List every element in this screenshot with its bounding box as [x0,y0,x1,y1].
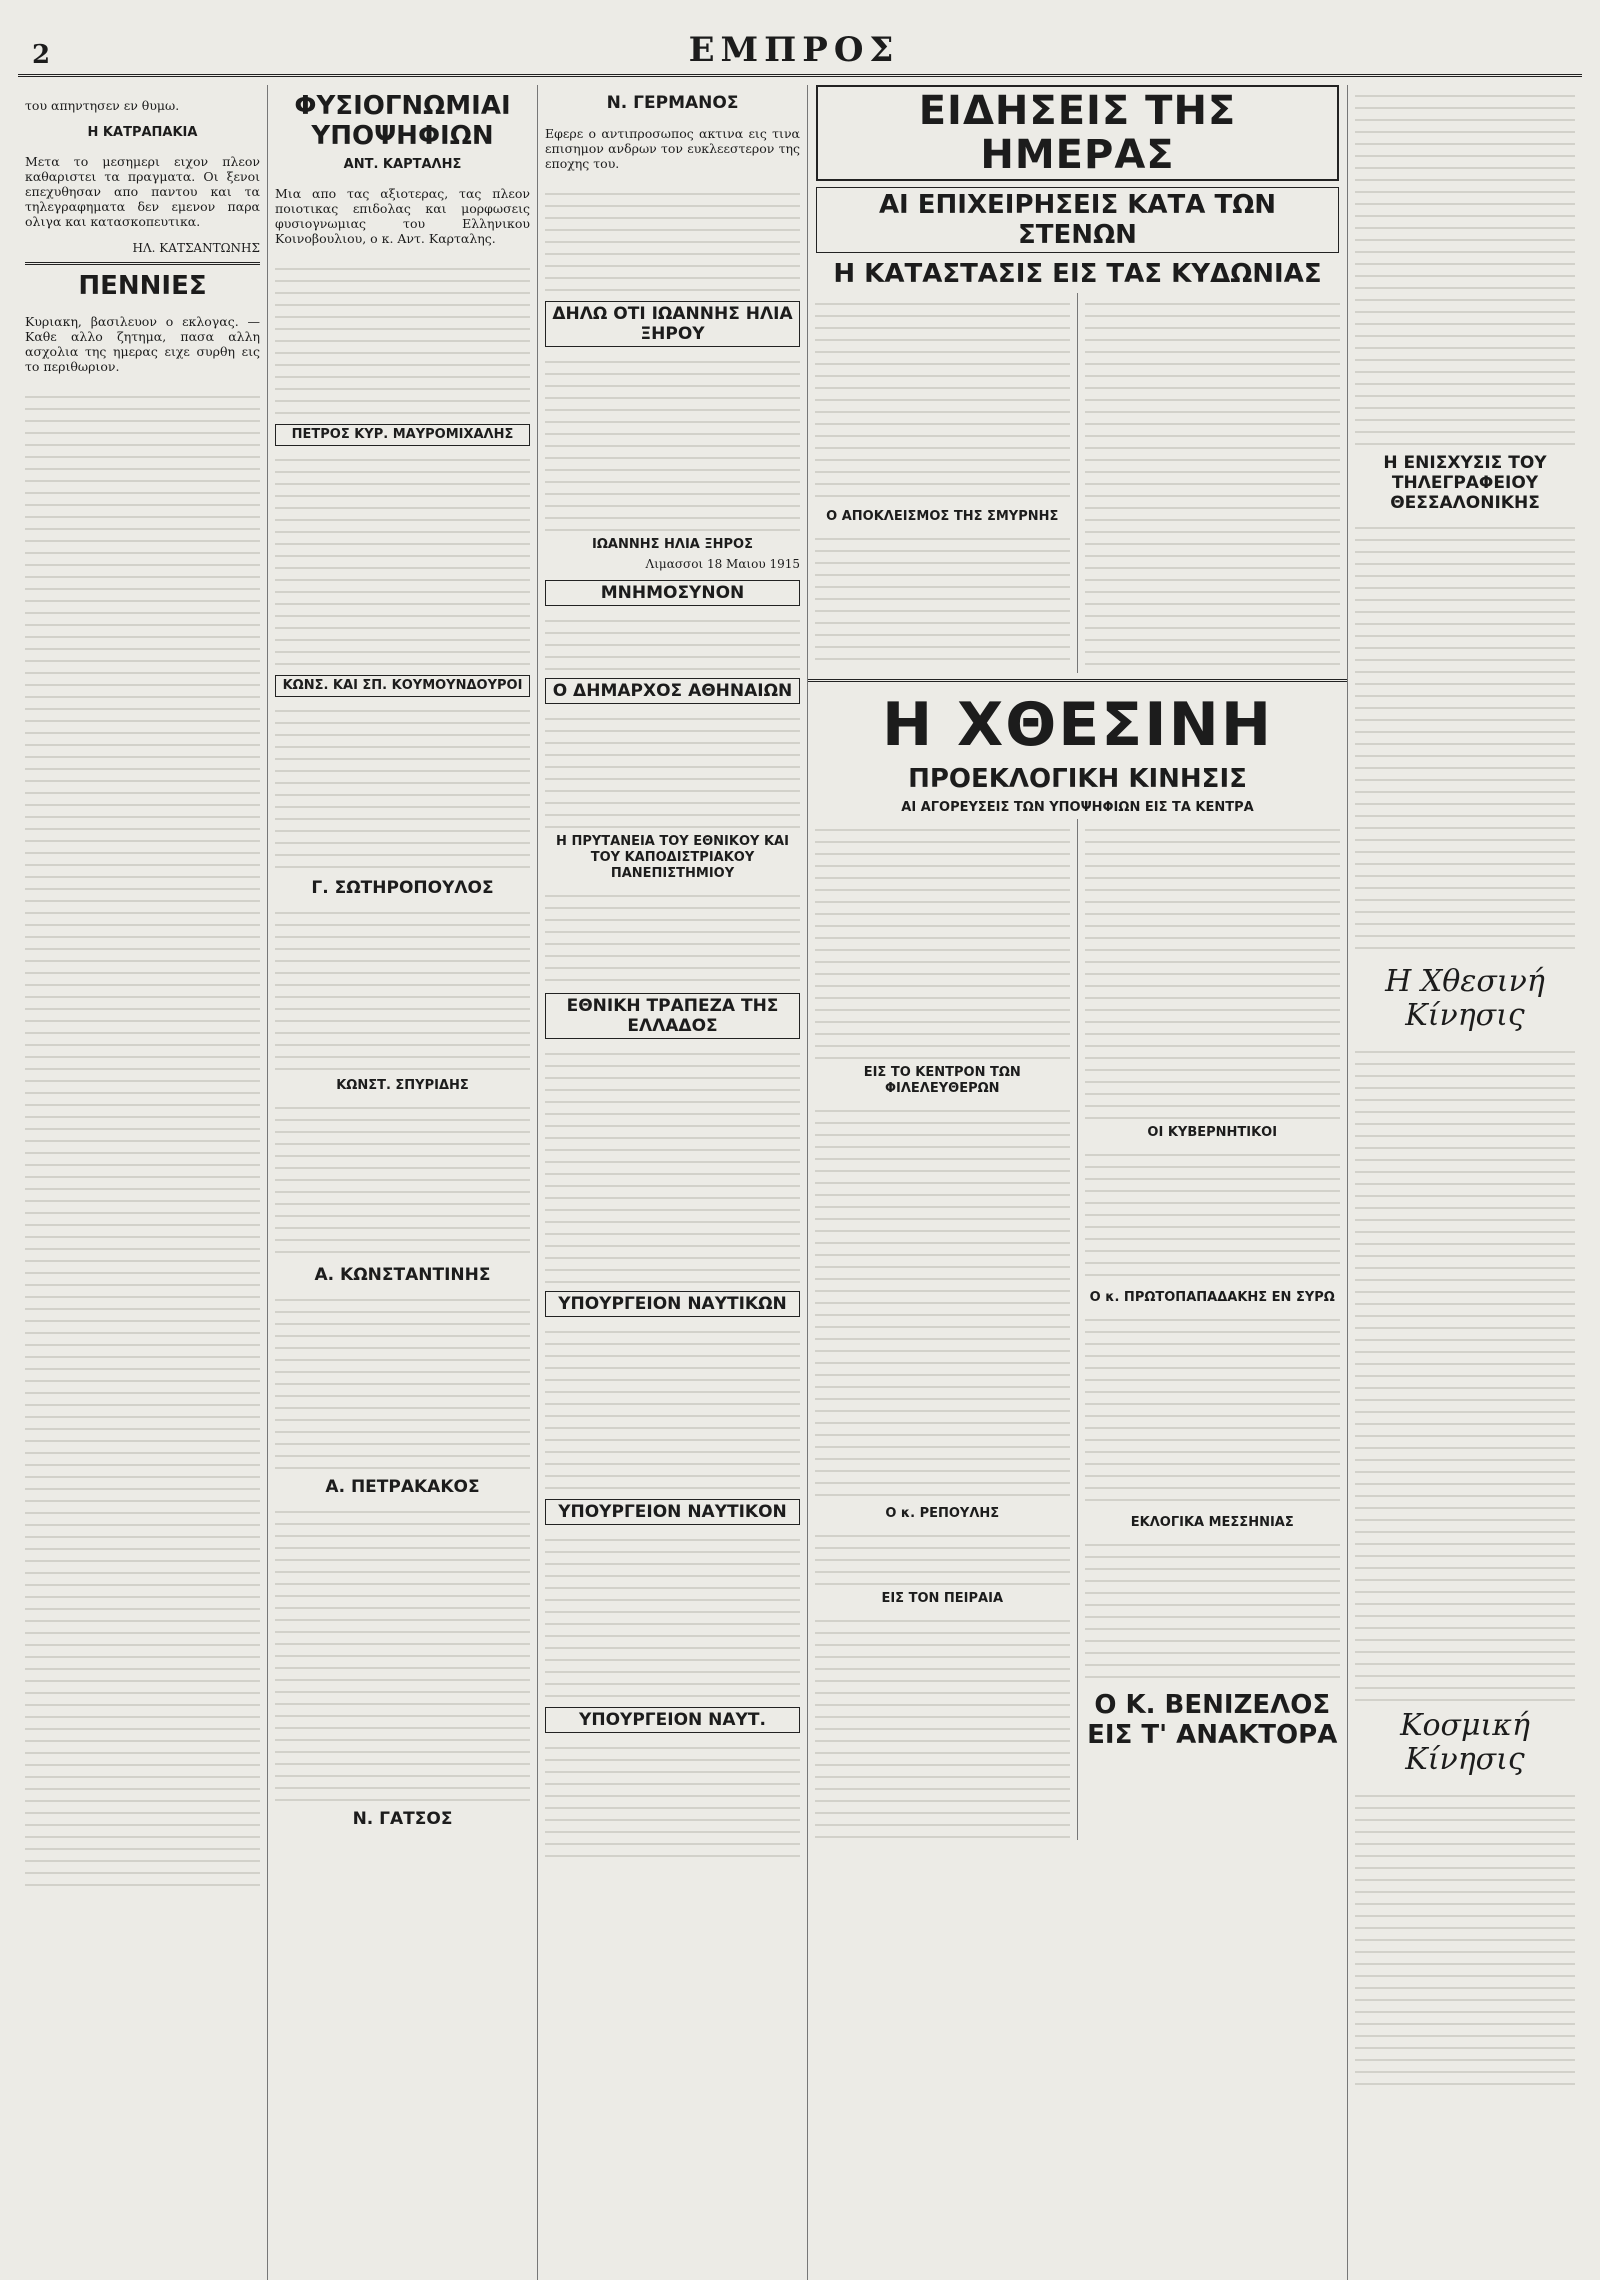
candidate-name: Ν. ΓΕΡΜΑΝΟΣ [606,93,739,113]
mayor-title: Ο ΔΗΜΑΡΧΟΣ ΑΘΗΝΑΙΩΝ [545,678,800,704]
yesterday-title: Η ΧΘΕΣΙΝΗ [881,690,1274,760]
candidate-name: Α. ΠΕΤΡΑΚΑΚΟΣ [325,1477,480,1497]
memorial-title: ΜΝΗΜΟΣΥΝΟΝ [545,580,800,606]
university-title: Η ΠΡΥΤΑΝΕΙΑ ΤΟΥ ΕΘΝΙΚΟΥ ΚΑΙ ΤΟΥ ΚΑΠΟΔΙΣΤΡΙΑΚΟΥ ΠΑΝΕΠΙΣΤΗΜΙΟΥ [556,834,789,881]
paper-name: ΕΜΠΡΟΣ [688,30,900,70]
notice-title: ΙΩΑΝΝΗΣ ΗΛΙΑ ΞΗΡΟΣ [592,537,753,552]
section-katrapakia: Η ΚΑΤΡΑΠΑΚΙΑ [87,125,198,140]
katrapakia-text: Μετα το μεσημερι ειχον πλεον καθαριστει τα πραγματα. Οι ξενοι επεχυθησαν απο παντου και τα τηλεγραφηματα δεν εμενον παρα ολιγα και κατασκοπευτικα. [25,153,260,229]
piraeus-title: ΕΙΣ ΤΟΝ ΠΕΙΡΑΙΑ [881,1591,1004,1606]
syros-title: Ο κ. ΠΡΩΤΟΠΑΠΑΔΑΚΗΣ ΕΝ ΣΥΡΩ [1089,1290,1335,1305]
physiognomies-title: ΦΥΣΙΟΓΝΩΜΙΑΙ ΥΠΟΨΗΦΙΩΝ [294,91,511,151]
candidate-name: ΑΝΤ. ΚΑΡΤΑΛΗΣ [343,157,462,172]
liberals-centre-title: ΕΙΣ ΤΟ ΚΕΝΤΡΟΝ ΤΩΝ ΦΙΛΕΛΕΥΘΕΡΩΝ [863,1065,1021,1096]
kydonies-title: Η ΚΑΤΑΣΤΑΣΙΣ ΕΙΣ ΤΑΣ ΚΥΔΩΝΙΑΣ [833,259,1322,289]
pre-election-title: ΠΡΟΕΚΛΟΓΙΚΗ ΚΙΝΗΣΙΣ [908,764,1247,794]
yesterday-movement-title: Η Χθεσινή Κίνησις [1385,964,1545,1033]
candidate-name: ΠΕΤΡΟΣ ΚΥΡ. ΜΑΥΡΟΜΙΧΑΛΗΣ [275,424,530,446]
germanos-text: Εφερε ο αντιπροσωπος ακτινα εις τινα επισημον ανδρων τον ευκλεεστερον της εποχης του. [545,125,800,171]
candidate-name: Ν. ΓΑΤΣΟΣ [352,1809,453,1829]
candidate-name: ΚΩΝΣΤ. ΣΠΥΡΙΔΗΣ [336,1078,469,1093]
body-text-placeholder [25,386,260,1886]
bank-title: ΕΘΝΙΚΗ ΤΡΑΠΕΖΑ ΤΗΣ ΕΛΛΑΔΟΣ [545,993,800,1039]
straits-title: ΑΙ ΕΠΙΧΕΙΡΗΣΕΙΣ ΚΑΤΑ ΤΩΝ ΣΤΕΝΩΝ [816,187,1339,253]
messinia-title: ΕΚΛΟΓΙΚΑ ΜΕΣΣΗΝΙΑΣ [1130,1515,1294,1530]
main-news-title: ΕΙΔΗΣΕΙΣ ΤΗΣ ΗΜΕΡΑΣ [816,85,1339,181]
column-4 [808,85,1348,2280]
notice-title: ΔΗΛΩ ΟΤΙ ΙΩΑΝΝΗΣ ΗΛΙΑ ΞΗΡΟΥ [545,301,800,347]
candidate-name: Α. ΚΩΝΣΤΑΝΤΙΝΗΣ [314,1265,491,1285]
candidate-name: Γ. ΣΩΤΗΡΟΠΟΥΛΟΣ [311,878,494,898]
social-movement-title: Κοσμική Κίνησις [1400,1708,1530,1777]
column-1 [18,85,268,2280]
pennies-text: Κυριακη, βασιλευον ο εκλογας. — Καθε αλλο ζητημα, πασα αλλη ασχολια της ημερας ειχε συρθη εις το περιθωριον. [25,313,260,374]
section-pennies: ΠΕΝΝΙΕΣ [78,271,207,301]
column-3 [538,85,808,2280]
intro-line: του απηντησεν εν θυμω. [25,97,180,113]
candidate-name: ΚΩΝΣ. ΚΑΙ ΣΠ. ΚΟΥΜΟΥΝΔΟΥΡΟΙ [275,675,530,697]
page-number: 2 [32,40,51,70]
ministry-title: ΥΠΟΥΡΓΕΙΟΝ ΝΑΥΤΙΚΩΝ [545,1291,800,1317]
ministry-title: ΥΠΟΥΡΓΕΙΟΝ ΝΑΥΤΙΚΟΝ [545,1499,800,1525]
speeches-title: ΑΙ ΑΓΟΡΕΥΣΕΙΣ ΤΩΝ ΥΠΟΨΗΦΙΩΝ ΕΙΣ ΤΑ ΚΕΝΤΡΑ [901,800,1254,815]
repoulis-title: Ο κ. ΡΕΠΟΥΛΗΣ [885,1506,1000,1521]
candidate-text: Μια απο τας αξιοτερας, τας πλεον ποιοτικας επιδολας και μορφωσεις φυσιογνωμιας του Ελληνικου Κοινοβουλιου, ο κ. Αντ. Καρταλης. [275,185,530,246]
ministry-title: ΥΠΟΥΡΓΕΙΟΝ ΝΑΥΤ. [545,1707,800,1733]
smyrna-title: Ο ΑΠΟΚΛΕΙΣΜΟΣ ΤΗΣ ΣΜΥΡΝΗΣ [826,509,1059,524]
telegraph-title: Η ΕΝΙΣΧΥΣΙΣ ΤΟΥ ΤΗΛΕΓΡΑΦΕΙΟΥ ΘΕΣΣΑΛΟΝΙΚΗΣ [1383,453,1547,513]
venizelos-title: Ο Κ. ΒΕΝΙΖΕΛΟΣ ΕΙΣ Τ' ΑΝΑΚΤΟΡΑ [1087,1690,1338,1750]
column-5 [1348,85,1582,2280]
masthead [18,14,1582,77]
signature: ΗΛ. ΚΑΤΣΑΝΤΩΝΗΣ [132,241,260,255]
government-title: ΟΙ ΚΥΒΕΡΝΗΤΙΚΟΙ [1147,1125,1278,1140]
notice-date: Λιμασσοι 18 Μαιου 1915 [645,557,800,571]
column-2 [268,85,538,2280]
